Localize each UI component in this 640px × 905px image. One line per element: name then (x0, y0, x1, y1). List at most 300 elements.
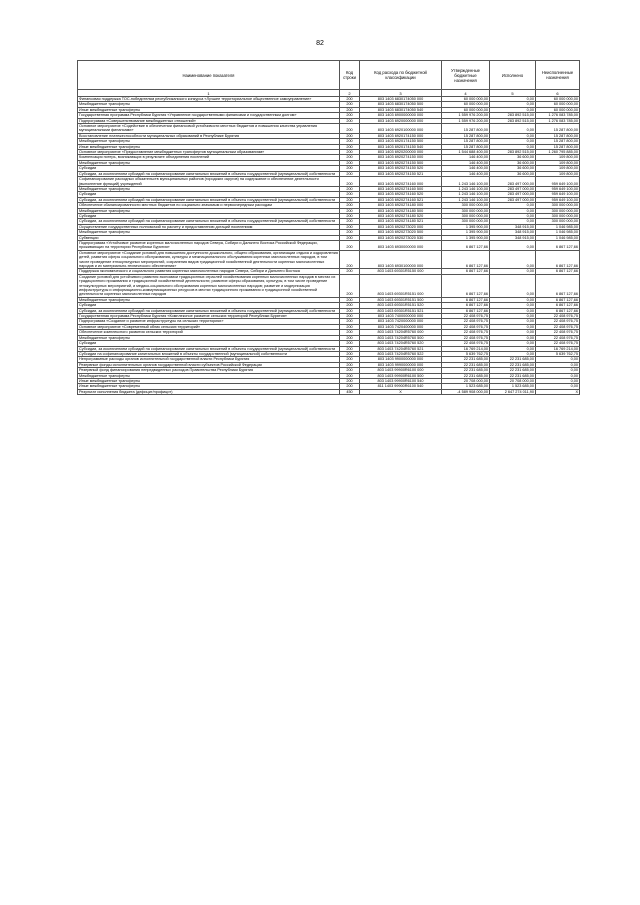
column-number: 3 (360, 90, 442, 97)
row-unexecuted-cell: X (536, 389, 580, 394)
row-executed-cell: 0,00 (490, 324, 536, 329)
row-line-code-cell: 200 (340, 235, 360, 240)
row-name-cell: Иные межбюджетные трансферты (78, 384, 340, 389)
row-line-code-cell: 200 (340, 155, 360, 160)
row-budget-code-cell: 803 1403 6920274160 000 (360, 177, 442, 187)
row-line-code-cell: 200 (340, 208, 360, 213)
row-unexecuted-cell: 22 408 976,75 (536, 341, 580, 346)
row-line-code-cell: 200 (340, 197, 360, 202)
row-line-code-cell: 200 (340, 133, 360, 138)
row-unexecuted-cell: 1 046 985,00 (536, 235, 580, 240)
row-budget-code-cell: 803 1403 6920274150 000 (360, 155, 442, 160)
row-budget-code-cell: 803 1403 7400000000 000 (360, 314, 442, 319)
row-approved-cell: 15 287 800,00 (442, 144, 490, 149)
row-approved-cell: 300 000 000,00 (442, 203, 490, 208)
row-name-cell: Софинансирование расходных обязательств муниципальных районов (городских округов) на содержание и обеспечение деятельности (выполнение функций) учреждений (78, 177, 340, 187)
row-executed-cell: 0,00 (490, 274, 536, 297)
row-executed-cell: 348 915,00 (490, 230, 536, 235)
row-name-cell: Подпрограмма «Создание и развитие инфраструктуры на сельских территориях» (78, 319, 340, 324)
row-executed-cell: 20 708 000,00 (490, 378, 536, 383)
row-approved-cell: 146 400,00 (442, 171, 490, 176)
row-line-code-cell: 200 (340, 314, 360, 319)
row-line-code-cell: 200 (340, 324, 360, 329)
row-line-code-cell: 200 (340, 274, 360, 297)
row-name-cell: Субсидии (78, 166, 340, 171)
row-unexecuted-cell: 300 000 000,00 (536, 208, 580, 213)
row-unexecuted-cell: 109 800,00 (536, 160, 580, 165)
budget-execution-table (77, 60, 580, 395)
row-line-code-cell: 200 (340, 384, 360, 389)
row-executed-cell: 283 497 000,00 (490, 177, 536, 187)
row-name-cell: Компенсация потерь, возникающих в результате объединения поселений (78, 155, 340, 160)
row-line-code-cell: 200 (340, 297, 360, 302)
row-executed-cell: 0,00 (490, 97, 536, 102)
row-executed-cell: 0,00 (490, 308, 536, 313)
row-executed-cell: 0,00 (490, 107, 536, 112)
row-executed-cell: 36 600,00 (490, 171, 536, 176)
row-approved-cell: 6 867 127,66 (442, 240, 490, 250)
row-approved-cell: 300 000 000,00 (442, 219, 490, 224)
row-line-code-cell: 200 (340, 224, 360, 229)
row-budget-code-cell: 803 1403 7420400000 000 (360, 324, 442, 329)
row-line-code-cell: 200 (340, 186, 360, 191)
row-executed-cell: 0,00 (490, 208, 536, 213)
row-unexecuted-cell: 959 649 100,00 (536, 197, 580, 202)
row-line-code-cell: 200 (340, 177, 360, 187)
row-unexecuted-cell: 5 639 762,75 (536, 351, 580, 356)
row-budget-code-cell: 803 1403 6920274180 500 (360, 208, 442, 213)
row-approved-cell: 22 231 685,00 (442, 362, 490, 367)
table-row (78, 124, 580, 134)
row-unexecuted-cell: 15 287 800,00 (536, 139, 580, 144)
row-line-code-cell: 200 (340, 150, 360, 155)
row-budget-code-cell: 803 1403 6920000000 000 (360, 118, 442, 123)
row-approved-cell: 6 867 127,66 (442, 308, 490, 313)
row-executed-cell: 283 497 000,00 (490, 192, 536, 197)
row-unexecuted-cell: 6 867 127,66 (536, 250, 580, 269)
row-line-code-cell: 200 (340, 303, 360, 308)
row-executed-cell: 1 523 685,00 (490, 384, 536, 389)
row-line-code-cell: 200 (340, 213, 360, 218)
row-budget-code-cell: 803 1403 69301R5151 520 (360, 303, 442, 308)
row-unexecuted-cell: 0,00 (536, 378, 580, 383)
row-budget-code-cell: 803 1403 6920273020 500 (360, 230, 442, 235)
row-name-cell: Субсидии, за исключением субсидий на софинансирование капитальных вложений в объекты государственной (муниципальной) собственности (78, 219, 340, 224)
row-executed-cell: 0,00 (490, 297, 536, 302)
row-approved-cell: 22 231 685,00 (442, 368, 490, 373)
page-number: 82 (316, 40, 324, 47)
row-approved-cell: 1 243 146 100,00 (442, 197, 490, 202)
row-executed-cell: 2 647 274 011,90 (490, 389, 536, 394)
row-budget-code-cell: 803 1403 6920274160 520 (360, 192, 442, 197)
row-name-cell: Субсидии на софинансирование капитальных вложений в объекты государственной (муниципальной) собственности (78, 351, 340, 356)
row-line-code-cell: 200 (340, 124, 360, 134)
row-budget-code-cell: 803 1403 6920274160 521 (360, 197, 442, 202)
column-number: 6 (536, 90, 580, 97)
row-approved-cell: 6 867 127,66 (442, 250, 490, 269)
row-executed-cell: 0,00 (490, 124, 536, 134)
row-unexecuted-cell: 6 867 127,66 (536, 308, 580, 313)
row-unexecuted-cell: 1 046 985,00 (536, 224, 580, 229)
row-unexecuted-cell: 0,00 (536, 373, 580, 378)
column-header-approved: Утвержденные бюджетные назначения (442, 61, 490, 90)
row-unexecuted-cell: 300 000 000,00 (536, 203, 580, 208)
row-budget-code-cell: 803 1403 74204R5760 520 (360, 341, 442, 346)
row-executed-cell: 0,00 (490, 319, 536, 324)
column-number: 2 (340, 90, 360, 97)
row-unexecuted-cell: 22 408 976,75 (536, 324, 580, 329)
row-line-code-cell: 200 (340, 144, 360, 149)
row-unexecuted-cell: 300 000 000,00 (536, 219, 580, 224)
row-line-code-cell: 200 (340, 335, 360, 340)
row-name-cell: Подпрограмма «Совершенствование межбюджетных отношений» (78, 118, 340, 123)
row-executed-cell: 36 600,00 (490, 166, 536, 171)
row-line-code-cell: 200 (340, 192, 360, 197)
row-approved-cell: 146 400,00 (442, 166, 490, 171)
row-budget-code-cell: 803 1403 6920174150 000 (360, 133, 442, 138)
row-approved-cell: 15 287 800,00 (442, 124, 490, 134)
row-name-cell: Подпрограмма «Устойчивое развитие коренных малочисленных народов Севера, Сибири и Дальнего Востока Российской Федерации, проживающих на территории Республики Бурятия» (78, 240, 340, 250)
row-executed-cell: 0,00 (490, 102, 536, 107)
row-name-cell: Осуществление государственных полномочий по расчету и предоставлению дотаций поселениям (78, 224, 340, 229)
table-row (78, 389, 580, 394)
table-row (78, 274, 580, 297)
row-approved-cell: 1 243 146 100,00 (442, 177, 490, 187)
row-budget-code-cell: 803 1403 74204R5760 522 (360, 351, 442, 356)
row-approved-cell: -4 589 908 000,00 (442, 389, 490, 394)
row-executed-cell: 283 892 515,00 (490, 118, 536, 123)
row-name-cell: Субсидии, за исключением субсидий на софинансирование капитальных вложений в объекты государственной (муниципальной) собственности (78, 308, 340, 313)
row-executed-cell: 0,00 (490, 219, 536, 224)
row-approved-cell: 5 639 762,75 (442, 351, 490, 356)
row-line-code-cell: 200 (340, 203, 360, 208)
row-name-cell: Субсидии, за исключением субсидий на софинансирование капитальных вложений в объекты государственной (муниципальной) собственности (78, 346, 340, 351)
row-executed-cell: 0,00 (490, 240, 536, 250)
row-executed-cell: 0,00 (490, 335, 536, 340)
row-budget-code-cell: 803 1403 9900000000 000 (360, 357, 442, 362)
row-line-code-cell: 200 (340, 319, 360, 324)
row-unexecuted-cell: 109 800,00 (536, 155, 580, 160)
row-name-cell: Государственная программа Республики Бурятия «Комплексное развитие сельских территорий Республики Бурятия» (78, 314, 340, 319)
row-budget-code-cell: 803 1403 6920174150 540 (360, 144, 442, 149)
row-unexecuted-cell: 109 800,00 (536, 171, 580, 176)
row-name-cell: Межбюджетные трансферты (78, 160, 340, 165)
row-budget-code-cell: 803 1403 9990000000 000 (360, 362, 442, 367)
row-unexecuted-cell: 22 408 976,75 (536, 314, 580, 319)
row-approved-cell: 6 867 127,66 (442, 269, 490, 274)
row-budget-code-cell: 803 1403 6920274150 500 (360, 160, 442, 165)
row-line-code-cell: 200 (340, 362, 360, 367)
row-unexecuted-cell: 22 408 976,75 (536, 335, 580, 340)
row-unexecuted-cell: 959 649 100,00 (536, 177, 580, 187)
row-approved-cell: 6 867 127,66 (442, 297, 490, 302)
row-line-code-cell: 200 (340, 341, 360, 346)
column-header-unexecuted: Неисполненные назначения (536, 61, 580, 90)
row-unexecuted-cell: 22 408 976,75 (536, 330, 580, 335)
row-unexecuted-cell: 15 287 800,00 (536, 133, 580, 138)
row-executed-cell: 0,00 (490, 303, 536, 308)
row-budget-code-cell: 803 1403 6920100000 000 (360, 124, 442, 134)
row-executed-cell: 0,00 (490, 213, 536, 218)
row-name-cell: Финансовая поддержка ТОС-победителям республиканского конкурса «Лучшее территориальное общественное самоуправление» (78, 97, 340, 102)
row-unexecuted-cell: 1 260 795 885,00 (536, 150, 580, 155)
row-executed-cell: 22 231 685,00 (490, 373, 536, 378)
row-unexecuted-cell: 109 800,00 (536, 166, 580, 171)
row-executed-cell: 283 497 000,00 (490, 186, 536, 191)
row-budget-code-cell: 803 1403 99900R6100 540 (360, 378, 442, 383)
row-name-cell: Иные межбюджетные трансферты (78, 107, 340, 112)
row-approved-cell: 146 400,00 (442, 155, 490, 160)
row-line-code-cell: 200 (340, 113, 360, 118)
row-approved-cell: 22 408 976,75 (442, 324, 490, 329)
row-executed-cell: 0,00 (490, 330, 536, 335)
row-approved-cell: 16 769 214,00 (442, 346, 490, 351)
row-name-cell: Основное мероприятие «Содействие в обеспечении финансовой устойчивости местных бюджетов и повышения качества управления муниципальными финансами» (78, 124, 340, 134)
row-line-code-cell: 200 (340, 250, 360, 269)
column-number-row (78, 90, 580, 97)
row-executed-cell: 283 497 000,00 (490, 197, 536, 202)
row-budget-code-cell: 803 1403 6830174050 000 (360, 97, 442, 102)
row-unexecuted-cell: 959 649 100,00 (536, 192, 580, 197)
row-budget-code-cell: 803 1403 6930100000 000 (360, 250, 442, 269)
row-name-cell: Межбюджетные трансферты (78, 297, 340, 302)
row-approved-cell: 60 000 000,00 (442, 102, 490, 107)
row-unexecuted-cell: 1 276 083 785,00 (536, 113, 580, 118)
row-name-cell: Субсидии (78, 192, 340, 197)
row-name-cell: Обеспечение комплексного развития сельских территорий (78, 330, 340, 335)
row-approved-cell: 1 544 688 400,00 (442, 150, 490, 155)
row-unexecuted-cell: 0,00 (536, 357, 580, 362)
row-unexecuted-cell: 60 000 000,00 (536, 97, 580, 102)
row-budget-code-cell: X (360, 389, 442, 394)
row-line-code-cell: 200 (340, 346, 360, 351)
row-approved-cell: 22 408 976,75 (442, 319, 490, 324)
row-budget-code-cell: 811 1403 99900R6100 540 (360, 384, 442, 389)
row-approved-cell: 1 395 900,00 (442, 224, 490, 229)
row-unexecuted-cell: 1 276 083 785,00 (536, 118, 580, 123)
row-approved-cell: 15 287 800,00 (442, 139, 490, 144)
row-executed-cell: 22 231 685,00 (490, 362, 536, 367)
row-name-cell: Субсидии (78, 213, 340, 218)
row-name-cell: Межбюджетные трансферты (78, 102, 340, 107)
table-row (78, 177, 580, 187)
row-name-cell: Субсидии, за исключением субсидий на софинансирование капитальных вложений в объекты государственной (муниципальной) собственности (78, 197, 340, 202)
row-unexecuted-cell: 0,00 (536, 368, 580, 373)
row-name-cell: Поддержка экономического и социального развития коренных малочисленных народов Севера, Сибири и Дальнего Востока (78, 269, 340, 274)
row-unexecuted-cell: 959 649 100,00 (536, 186, 580, 191)
row-executed-cell: 22 231 685,00 (490, 357, 536, 362)
row-approved-cell: 20 708 000,00 (442, 378, 490, 383)
row-line-code-cell: 200 (340, 269, 360, 274)
row-executed-cell: 0,00 (490, 250, 536, 269)
column-header-executed: Исполнено (490, 61, 536, 90)
row-line-code-cell: 200 (340, 368, 360, 373)
row-budget-code-cell: 803 1403 69301R5151 000 (360, 274, 442, 297)
row-unexecuted-cell: 15 287 800,00 (536, 144, 580, 149)
row-line-code-cell: 200 (340, 118, 360, 123)
row-unexecuted-cell: 60 000 000,00 (536, 107, 580, 112)
row-name-cell: Субсидии (78, 341, 340, 346)
row-line-code-cell: 200 (340, 219, 360, 224)
row-budget-code-cell: 803 1403 6830174050 540 (360, 107, 442, 112)
row-executed-cell: 348 915,00 (490, 224, 536, 229)
row-name-cell: Непрограммные расходы органов исполнительной государственной власти Республики Бурятия (78, 357, 340, 362)
row-executed-cell: 36 600,00 (490, 160, 536, 165)
row-budget-code-cell: 803 1403 69301R5151 500 (360, 297, 442, 302)
row-name-cell: Субсидии, за исключением субсидий на софинансирование капитальных вложений в объекты государственной (муниципальной) собственности (78, 171, 340, 176)
table-body (78, 97, 580, 395)
row-name-cell: Государственная программа Республики Бурятия «Управление государственными финансами и государственным долгом» (78, 113, 340, 118)
row-approved-cell: 22 408 976,75 (442, 335, 490, 340)
row-name-cell: Межбюджетные трансферты (78, 186, 340, 191)
row-name-cell: Основное мероприятие «Современный облик сельских территорий» (78, 324, 340, 329)
row-budget-code-cell: 803 1403 74204R5760 000 (360, 330, 442, 335)
row-approved-cell: 22 231 685,00 (442, 357, 490, 362)
row-name-cell: Результат исполнения бюджета (дефицит/профицит) (78, 389, 340, 394)
row-approved-cell: 1 523 685,00 (442, 384, 490, 389)
row-name-cell: Межбюджетные трансферты (78, 139, 340, 144)
row-unexecuted-cell: 60 000 000,00 (536, 102, 580, 107)
row-approved-cell: 1 559 976 200,00 (442, 118, 490, 123)
column-header-budget-code: Код расхода по бюджетной классификации (360, 61, 442, 90)
row-budget-code-cell: 803 1403 74204R5760 521 (360, 346, 442, 351)
row-line-code-cell: 450 (340, 389, 360, 394)
row-line-code-cell: 200 (340, 240, 360, 250)
row-line-code-cell: 200 (340, 308, 360, 313)
row-budget-code-cell: 803 1403 6900000000 000 (360, 113, 442, 118)
row-line-code-cell: 200 (340, 107, 360, 112)
row-budget-code-cell: 803 1403 6930000000 000 (360, 240, 442, 250)
row-approved-cell: 22 231 685,00 (442, 373, 490, 378)
row-name-cell: Межбюджетные трансферты (78, 373, 340, 378)
row-line-code-cell: 200 (340, 230, 360, 235)
row-unexecuted-cell: 15 287 800,00 (536, 124, 580, 134)
row-unexecuted-cell: 6 867 127,66 (536, 303, 580, 308)
row-line-code-cell: 200 (340, 351, 360, 356)
row-budget-code-cell: 803 1403 6920273020 000 (360, 224, 442, 229)
row-unexecuted-cell: 22 408 976,75 (536, 319, 580, 324)
row-line-code-cell: 200 (340, 330, 360, 335)
row-line-code-cell: 200 (340, 102, 360, 107)
row-budget-code-cell: 803 1403 7420000000 000 (360, 319, 442, 324)
column-number: 4 (442, 90, 490, 97)
row-budget-code-cell: 803 1403 69301R5150 000 (360, 269, 442, 274)
row-name-cell: Межбюджетные трансферты (78, 230, 340, 235)
row-line-code-cell: 200 (340, 378, 360, 383)
row-executed-cell: 0,00 (490, 133, 536, 138)
row-line-code-cell: 200 (340, 166, 360, 171)
row-budget-code-cell: 803 1403 6920174150 500 (360, 139, 442, 144)
row-unexecuted-cell: 6 867 127,66 (536, 297, 580, 302)
row-line-code-cell: 200 (340, 373, 360, 378)
row-approved-cell: 300 000 000,00 (442, 213, 490, 218)
row-unexecuted-cell: 300 000 000,00 (536, 213, 580, 218)
row-approved-cell: 22 408 976,75 (442, 314, 490, 319)
row-approved-cell: 22 408 976,75 (442, 330, 490, 335)
row-budget-code-cell: 803 1403 6920274160 500 (360, 186, 442, 191)
row-line-code-cell: 200 (340, 171, 360, 176)
row-executed-cell: 0,00 (490, 346, 536, 351)
row-unexecuted-cell: 0,00 (536, 384, 580, 389)
row-budget-code-cell: 803 1403 6920200000 000 (360, 150, 442, 155)
row-executed-cell: 0,00 (490, 139, 536, 144)
row-name-cell: Межбюджетные трансферты (78, 208, 340, 213)
row-approved-cell: 60 000 000,00 (442, 107, 490, 112)
row-line-code-cell: 200 (340, 160, 360, 165)
row-approved-cell: 22 408 976,75 (442, 341, 490, 346)
row-approved-cell: 1 395 900,00 (442, 235, 490, 240)
row-unexecuted-cell: 1 046 985,00 (536, 230, 580, 235)
row-name-cell: Основное мероприятие «Создание условий для повышения доступности дошкольного, общего образования, организации отдыха и оздоровления детей, развития сферы социального обслуживания, культуры и межнационального обслуживания коренных малочисленных народов, в том числе проведение этнокультурных мероприятий, сохранения видов традиционной хозяйственной деятельности коренных малочисленных народов и их материально-технического обеспечения» (79, 250, 338, 268)
row-executed-cell: 36 600,00 (490, 155, 536, 160)
row-name-cell: Основное мероприятие «Предоставление межбюджетных трансфертов муниципальным образованиям» (78, 150, 340, 155)
row-name-cell: Иные межбюджетные трансферты (78, 378, 340, 383)
row-approved-cell: 1 243 146 100,00 (442, 186, 490, 191)
row-line-code-cell: 200 (340, 357, 360, 362)
row-name-cell: Субсидии (78, 303, 340, 308)
row-approved-cell: 1 395 900,00 (442, 230, 490, 235)
row-approved-cell: 1 559 976 200,00 (442, 113, 490, 118)
row-budget-code-cell: 803 1403 6920274150 521 (360, 171, 442, 176)
row-executed-cell: 0,00 (490, 351, 536, 356)
row-line-code-cell: 200 (340, 139, 360, 144)
row-name-cell: Восстановление платежеспособности муниципальных образований в Республике Бурятия (78, 133, 340, 138)
row-budget-code-cell: 803 1403 6830174050 500 (360, 102, 442, 107)
row-approved-cell: 60 000 000,00 (442, 97, 490, 102)
table-header-row (78, 61, 580, 90)
row-approved-cell: 1 243 146 100,00 (442, 192, 490, 197)
row-executed-cell: 22 231 685,00 (490, 368, 536, 373)
row-approved-cell: 6 867 127,66 (442, 303, 490, 308)
row-unexecuted-cell: 0,00 (536, 362, 580, 367)
row-budget-code-cell: 803 1403 6920274180 520 (360, 213, 442, 218)
column-number: 5 (490, 90, 536, 97)
row-budget-code-cell: 803 1403 99900R6100 000 (360, 368, 442, 373)
row-budget-code-cell: 803 1403 6920274180 000 (360, 203, 442, 208)
row-budget-code-cell: 803 1403 6920274180 521 (360, 219, 442, 224)
row-name-cell: Резервный фонд финансирования непредвиденных расходов Правительства Республики Бурятия (78, 368, 340, 373)
row-name-cell: Создание условий для устойчивого развития экономики традиционных отраслей хозяйствования коренных малочисленных народов в местах их традиционного проживания и традиционной хозяйственной деятельности; развитие сферы образования, культуры, в том числе проведение этнокультурных мероприятий, и медико-социального обслуживания коренных малочисленных народов; развитие и модернизация инфраструктуры и информационно-коммуникационных ресурсов в местах традиционного проживания и традиционной хозяйственной деятельности коренных малочисленных народов (78, 274, 340, 297)
row-name-cell: Обеспечение сбалансированности местных бюджетов по социально значимым и первоочередным расходам (78, 203, 340, 208)
row-executed-cell: 283 892 515,00 (490, 113, 536, 118)
row-executed-cell: 0,00 (490, 144, 536, 149)
table-row (78, 240, 580, 250)
row-executed-cell: 0,00 (490, 269, 536, 274)
row-approved-cell: 300 000 000,00 (442, 208, 490, 213)
row-name-cell: Межбюджетные трансферты (78, 335, 340, 340)
row-executed-cell: 348 915,00 (490, 235, 536, 240)
row-budget-code-cell: 803 1403 74204R5760 500 (360, 335, 442, 340)
row-name-cell: Резервные фонды исполнительных органов государственной власти субъектов Российской Федерации (78, 362, 340, 367)
row-name-cell: Субвенции (78, 235, 340, 240)
row-name-cell: Иные межбюджетные трансферты (78, 144, 340, 149)
row-approved-cell: 15 287 800,00 (442, 133, 490, 138)
row-executed-cell: 0,00 (490, 203, 536, 208)
row-unexecuted-cell: 16 769 214,00 (536, 346, 580, 351)
row-executed-cell: 283 892 515,00 (490, 150, 536, 155)
row-unexecuted-cell: 6 867 127,66 (536, 269, 580, 274)
row-executed-cell: 0,00 (490, 341, 536, 346)
column-header-name: Наименование показателя (78, 61, 340, 90)
column-number: 1 (78, 90, 340, 97)
row-budget-code-cell: 803 1403 69301R5151 521 (360, 308, 442, 313)
row-approved-cell: 6 867 127,66 (442, 274, 490, 297)
row-line-code-cell: 200 (340, 97, 360, 102)
row-budget-code-cell: 803 1403 6920274150 520 (360, 166, 442, 171)
row-approved-cell: 146 400,00 (442, 160, 490, 165)
row-executed-cell: 0,00 (490, 314, 536, 319)
row-budget-code-cell: 803 1403 99900R6100 500 (360, 373, 442, 378)
